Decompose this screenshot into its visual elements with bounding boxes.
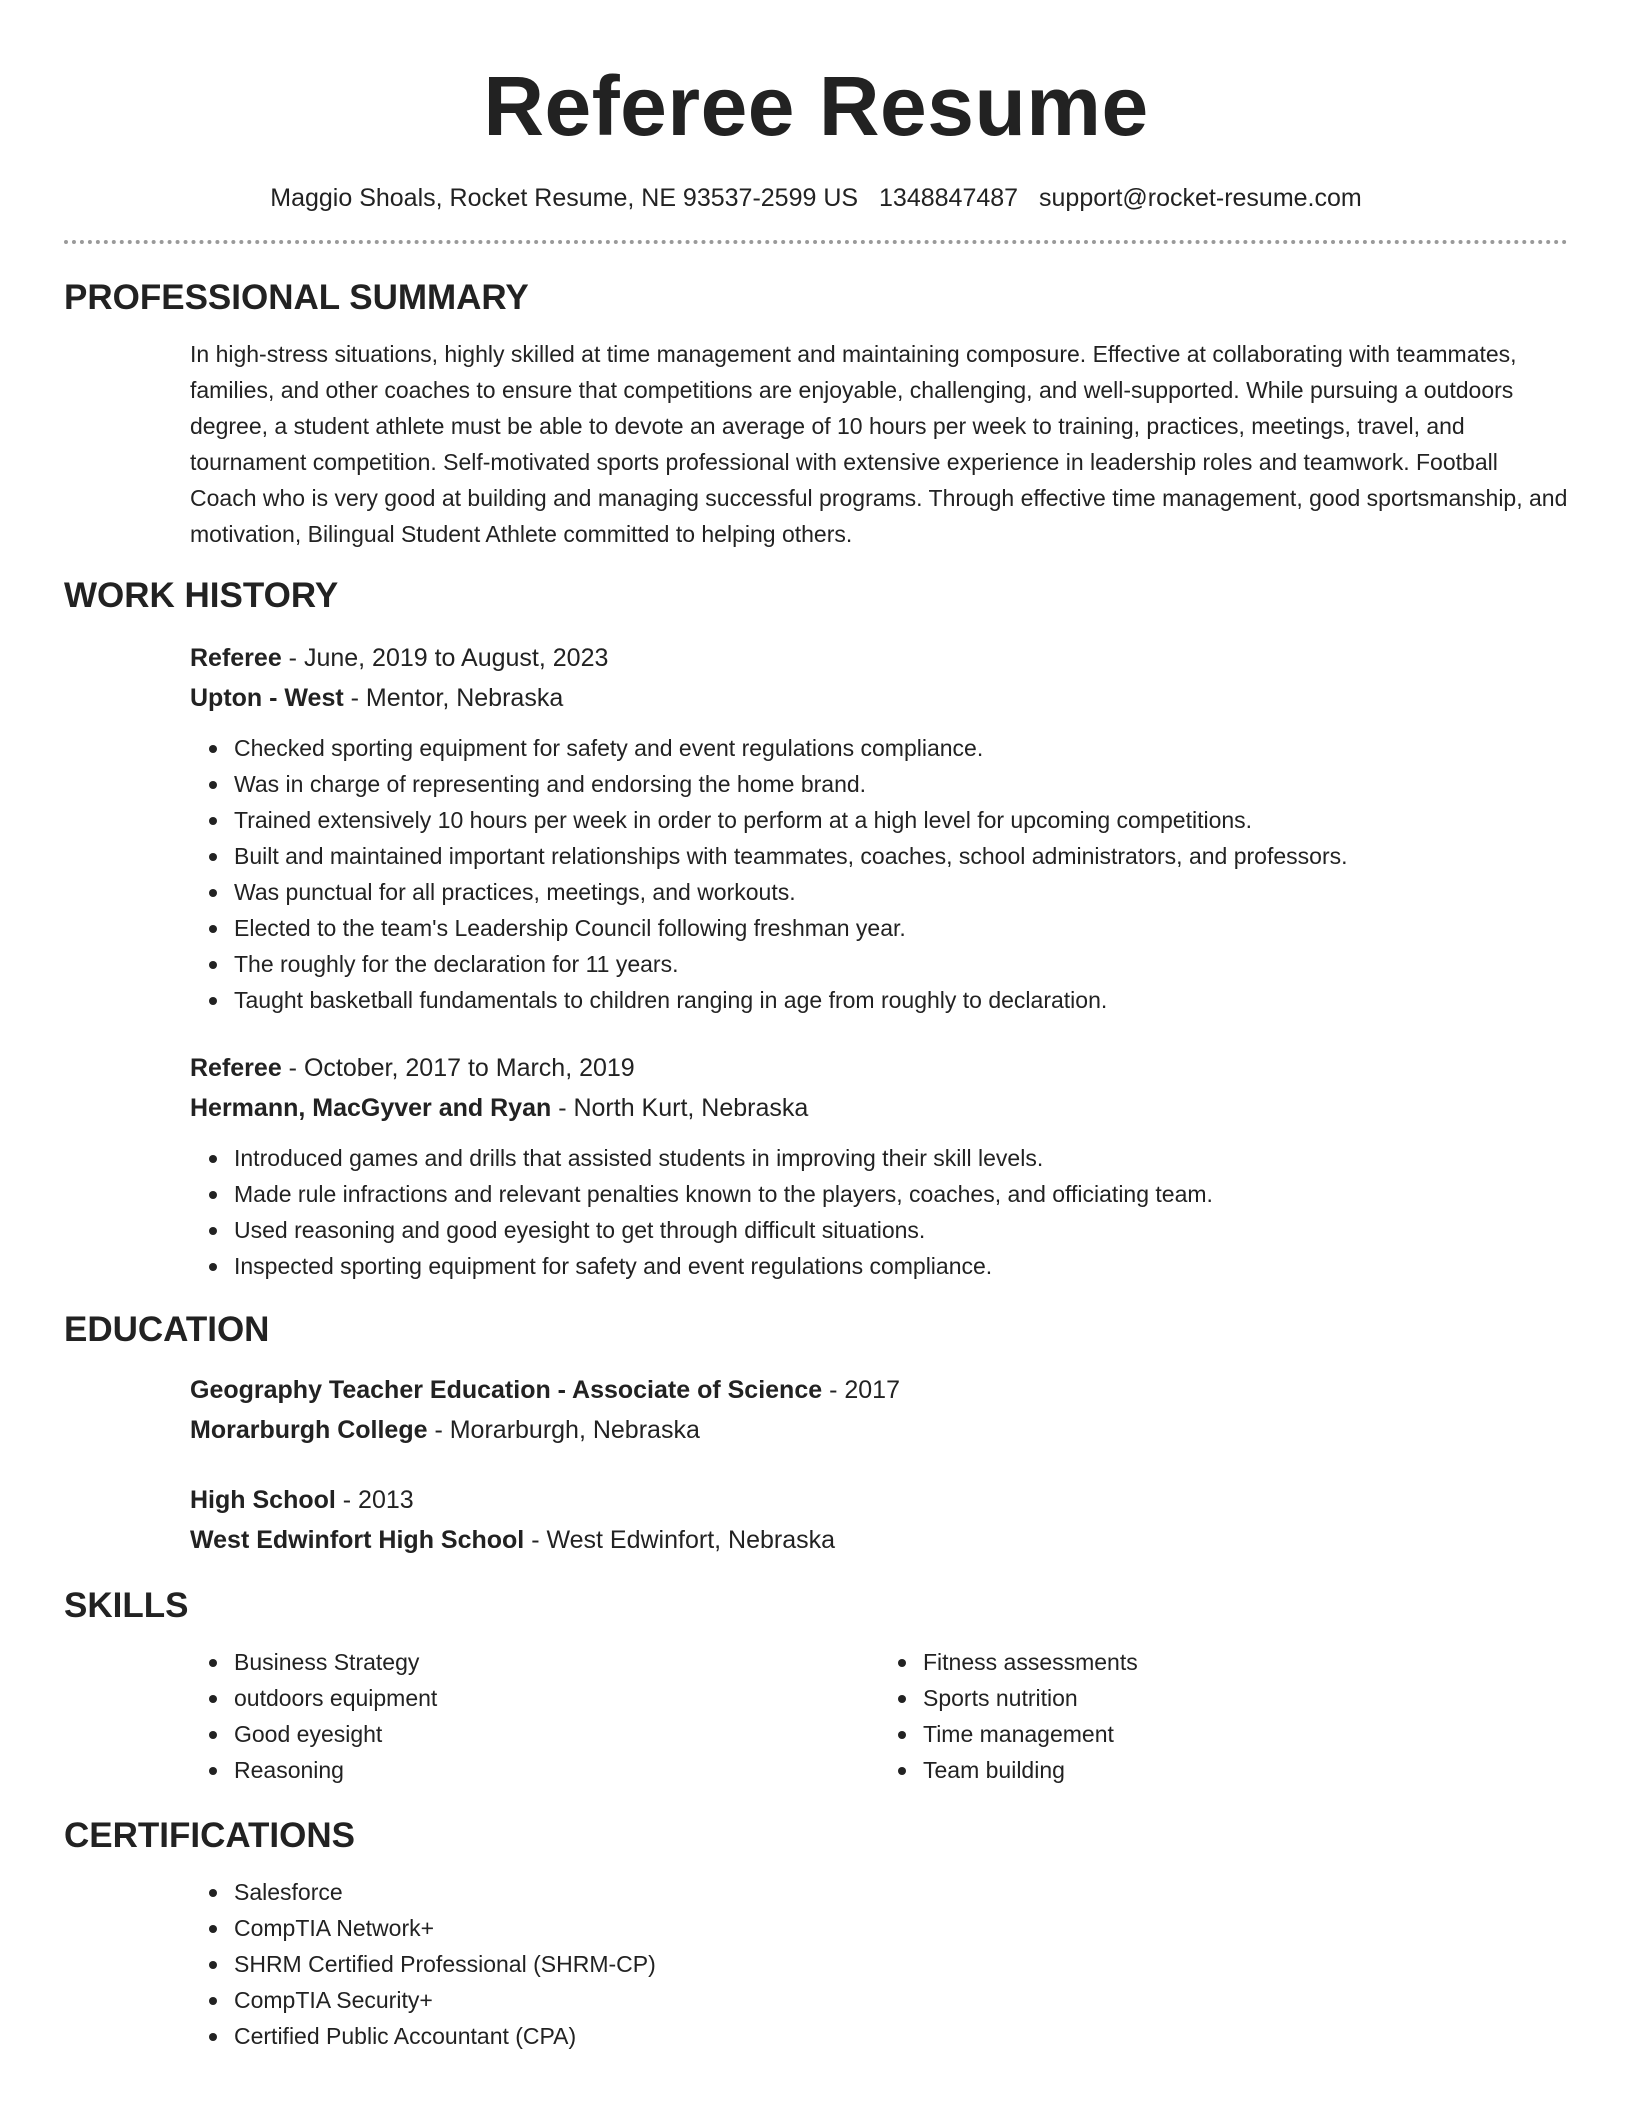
list-item: Checked sporting equipment for safety and event regulations compliance. xyxy=(234,730,1568,766)
job-company: Upton - West xyxy=(190,684,344,712)
skill-item: Reasoning xyxy=(234,1752,879,1788)
education-section xyxy=(190,1370,1568,1560)
contact-email: support@rocket-resume.com xyxy=(1039,184,1362,212)
header-divider xyxy=(64,240,1568,244)
school-location: - West Edwinfort, Nebraska xyxy=(524,1526,836,1554)
school-line xyxy=(190,1410,1568,1450)
degree-line xyxy=(190,1370,1568,1410)
summary-text: In high-stress situations, highly skilled at time management and maintaining composure. Effective at collaborating with teammates, families, and other coaches to ensure that competitions are enjoyable, challenging, and well-supported. While pursuing a outdoors degree, a student athlete must be able to devote an average of 10 hours per week to training, practices, meetings, travel, and tournament competition. Self-motivated sports professional with extensive experience in leadership roles and teamwork. Football Coach who is very good at building and managing successful programs. Through effective time management, good sportsmanship, and motivation, Bilingual Student Athlete committed to helping others. xyxy=(190,341,1568,547)
job-company-line xyxy=(190,678,1568,718)
skill-item: Team building xyxy=(923,1752,1568,1788)
skill-item: Good eyesight xyxy=(234,1716,879,1752)
list-item: Was punctual for all practices, meetings, and workouts. xyxy=(234,874,1568,910)
certifications-heading: CERTIFICATIONS xyxy=(64,1816,356,1855)
job-title-line xyxy=(190,638,1568,678)
job-company-line xyxy=(190,1088,1568,1128)
list-item: Introduced games and drills that assisted students in improving their skill levels. xyxy=(234,1140,1568,1176)
job-title: Referee xyxy=(190,644,282,672)
school-name: West Edwinfort High School xyxy=(190,1526,525,1554)
certifications-section xyxy=(190,1874,1568,2054)
skill-item: Sports nutrition xyxy=(923,1680,1568,1716)
resume-title: Referee Resume xyxy=(483,59,1149,153)
skills-section xyxy=(190,1644,1568,1788)
certification-item: CompTIA Security+ xyxy=(234,1982,1568,2018)
skill-item: Time management xyxy=(923,1716,1568,1752)
summary-heading: PROFESSIONAL SUMMARY xyxy=(64,278,529,317)
list-item: The roughly for the declaration for 11 years. xyxy=(234,946,1568,982)
job-dates: - October, 2017 to March, 2019 xyxy=(281,1054,635,1082)
job-bullets xyxy=(190,730,1568,1018)
education-entry xyxy=(190,1370,1568,1450)
job-location: - North Kurt, Nebraska xyxy=(551,1094,809,1122)
list-item: Built and maintained important relationships with teammates, coaches, school administrators, and professors. xyxy=(234,838,1568,874)
skill-item: Business Strategy xyxy=(234,1644,879,1680)
job-title: Referee xyxy=(190,1054,282,1082)
certification-item: Certified Public Accountant (CPA) xyxy=(234,2018,1568,2054)
certification-item: CompTIA Network+ xyxy=(234,1910,1568,1946)
skills-list-right xyxy=(879,1644,1568,1788)
degree-line xyxy=(190,1480,1568,1520)
education-entry xyxy=(190,1480,1568,1560)
degree-name: High School xyxy=(190,1486,336,1514)
job-bullets xyxy=(190,1140,1568,1284)
list-item: Taught basketball fundamentals to children ranging in age from roughly to declaration. xyxy=(234,982,1568,1018)
certification-item: Salesforce xyxy=(234,1874,1568,1910)
school-name: Morarburgh College xyxy=(190,1416,428,1444)
list-item: Inspected sporting equipment for safety and event regulations compliance. xyxy=(234,1248,1568,1284)
degree-name: Geography Teacher Education - Associate of Science xyxy=(190,1376,823,1404)
skill-item: Fitness assessments xyxy=(923,1644,1568,1680)
job-location: - Mentor, Nebraska xyxy=(343,684,564,712)
skill-item: outdoors equipment xyxy=(234,1680,879,1716)
job-entry xyxy=(190,1048,1568,1284)
job-title-line xyxy=(190,1048,1568,1088)
work-history-heading: WORK HISTORY xyxy=(64,576,339,615)
education-heading: EDUCATION xyxy=(64,1310,270,1349)
certification-item: SHRM Certified Professional (SHRM-CP) xyxy=(234,1946,1568,1982)
job-company: Hermann, MacGyver and Ryan xyxy=(190,1094,552,1122)
job-dates: - June, 2019 to August, 2023 xyxy=(281,644,609,672)
contact-line xyxy=(64,182,1568,214)
school-line xyxy=(190,1520,1568,1560)
contact-address: Maggio Shoals, Rocket Resume, NE 93537-2599 US xyxy=(270,184,859,212)
school-location: - Morarburgh, Nebraska xyxy=(427,1416,700,1444)
degree-year: - 2013 xyxy=(335,1486,414,1514)
list-item: Elected to the team's Leadership Council following freshman year. xyxy=(234,910,1568,946)
certifications-list xyxy=(190,1874,1568,2054)
skills-list-left xyxy=(190,1644,879,1788)
job-entry xyxy=(190,638,1568,1018)
degree-year: - 2017 xyxy=(822,1376,900,1404)
list-item: Trained extensively 10 hours per week in order to perform at a high level for upcoming competitions. xyxy=(234,802,1568,838)
list-item: Made rule infractions and relevant penalties known to the players, coaches, and officiating team. xyxy=(234,1176,1568,1212)
list-item: Used reasoning and good eyesight to get through difficult situations. xyxy=(234,1212,1568,1248)
work-history-section xyxy=(190,638,1568,1284)
summary-section xyxy=(190,336,1568,552)
skills-heading: SKILLS xyxy=(64,1586,189,1625)
contact-phone: 1348847487 xyxy=(879,184,1019,212)
list-item: Was in charge of representing and endorsing the home brand. xyxy=(234,766,1568,802)
